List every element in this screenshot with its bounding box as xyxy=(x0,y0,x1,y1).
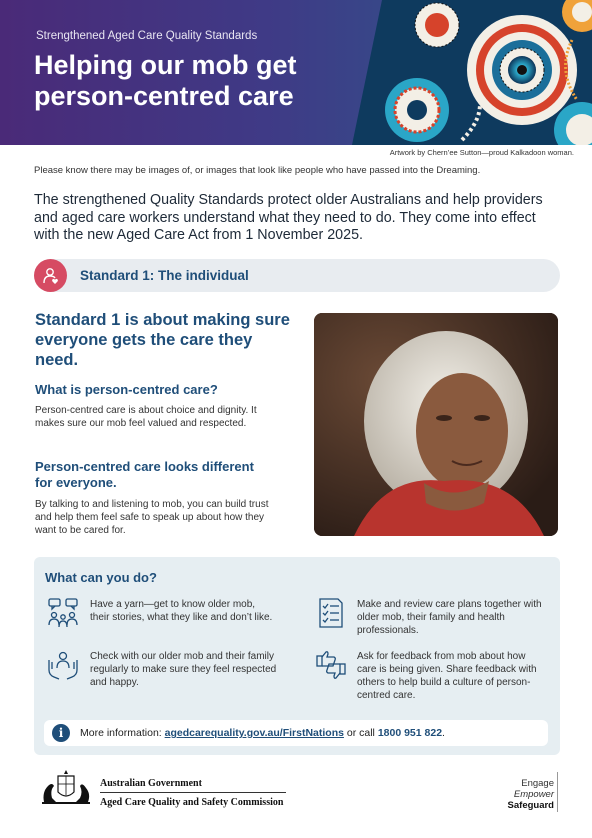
q1-text: Person-centred care is about choice and dignity. It makes sure our mob feel valued and respected. xyxy=(35,405,257,429)
info-icon: i xyxy=(52,724,70,742)
q1-heading: What is person-centred care? xyxy=(35,382,218,397)
caring-hands-icon xyxy=(46,648,80,682)
info-mid: or call xyxy=(346,727,375,739)
tagline-rule xyxy=(557,772,558,812)
q2-heading: Person-centred care looks different for everyone. xyxy=(35,459,254,490)
standard-headline: Standard 1 is about making sure everyone gets the care they need. xyxy=(35,311,290,369)
phone-number[interactable]: 1800 951 822 xyxy=(377,727,443,739)
action-text-1: Have a yarn—get to know older mob, their stories, what they like and don’t like. xyxy=(90,599,273,623)
feedback-thumbs-icon xyxy=(314,648,348,682)
more-info-text xyxy=(80,727,445,739)
actions-title: What can you do? xyxy=(45,570,157,585)
action-text-3: Check with our older mob and their family regularly to make sure they feel respected and happy. xyxy=(90,651,277,688)
action-text-2: Make and review care plans together with older mob, their family and health professionals. xyxy=(357,599,542,636)
tagline-empower: Empower xyxy=(513,789,554,800)
info-suffix: . xyxy=(442,727,445,739)
artwork-credit: Artwork by Chern’ee Sutton—proud Kalkadoon woman. xyxy=(389,148,574,157)
person-heart-icon xyxy=(34,259,67,292)
coat-of-arms-icon xyxy=(36,768,96,808)
care-plan-checklist-icon xyxy=(314,596,348,630)
commission-name: Aged Care Quality and Safety Commission xyxy=(100,797,284,808)
website-link[interactable]: agedcarequality.gov.au/FirstNations xyxy=(164,727,344,739)
cultural-notice: Please know there may be images of, or images that look like people who have passed into the Dreaming. xyxy=(34,165,481,176)
tagline-safeguard: Safeguard xyxy=(507,800,554,811)
tagline xyxy=(508,778,554,811)
yarn-speech-bubbles-icon xyxy=(46,596,80,630)
info-prefix: More information: xyxy=(80,727,162,739)
footer-divider xyxy=(100,792,286,793)
q2-text: By talking to and listening to mob, you can build trust and help them feel safe to speak up about how they want to be cared for. xyxy=(35,499,269,536)
standard-label: Standard 1: The individual xyxy=(80,268,249,283)
page-title: Helping our mob get person-centred care xyxy=(34,50,297,111)
action-text-4: Ask for feedback from mob about how care is being given. Share feedback with others to help build a culture of person-centred care. xyxy=(357,651,537,701)
header-banner xyxy=(0,0,592,145)
elder-portrait-photo xyxy=(314,313,558,536)
australian-government-label: Australian Government xyxy=(100,778,202,789)
tagline-engage: Engage xyxy=(521,778,554,789)
intro-paragraph: The strengthened Quality Standards protect older Australians and help providers and aged care workers understand what they need to do. They come into effect with the new Aged Care Act from 1 November 2025. xyxy=(34,192,543,243)
dot-painting-artwork xyxy=(342,0,592,145)
header-eyebrow: Strengthened Aged Care Quality Standards xyxy=(36,30,258,42)
